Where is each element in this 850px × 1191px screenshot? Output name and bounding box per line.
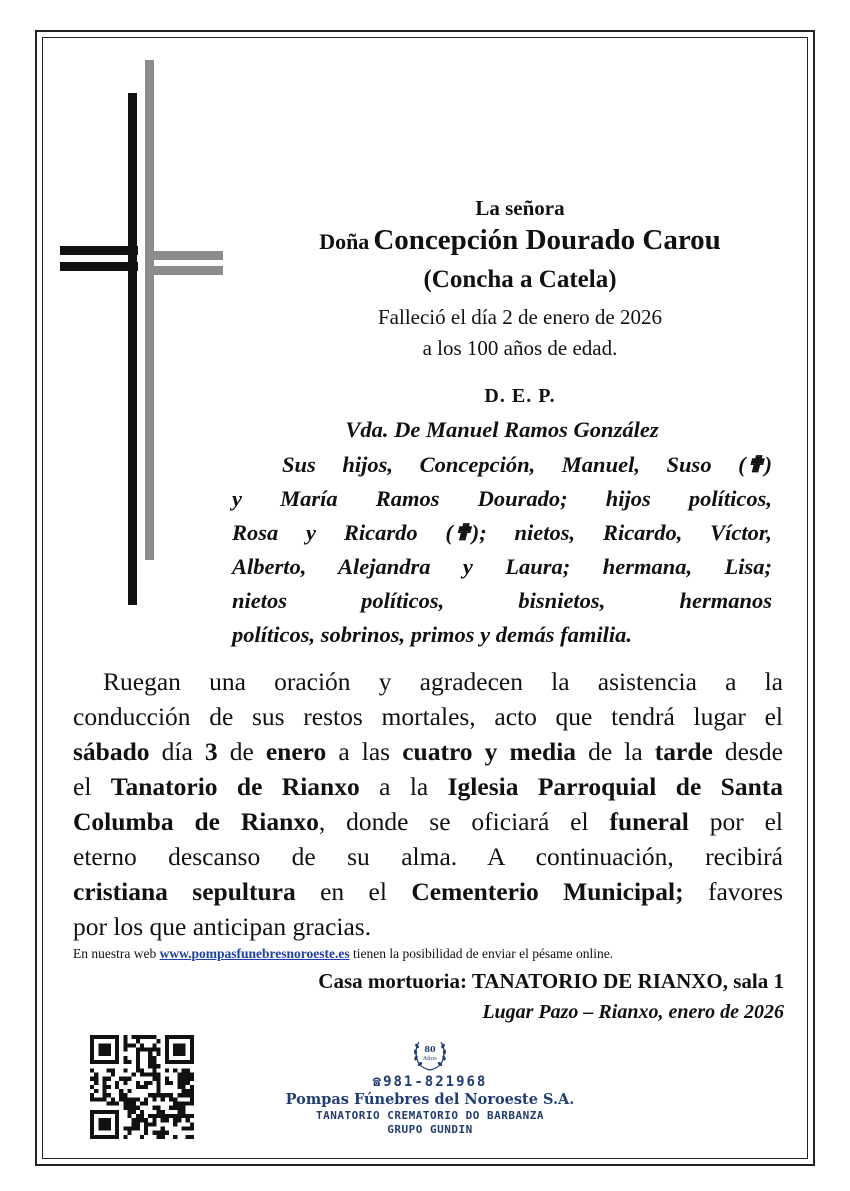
rip-abbreviation: D. E. P. [484,385,556,407]
qr-code[interactable] [90,1035,194,1139]
widow-of: Vda. De Manuel Ramos González [345,417,659,442]
text-fragment: en el [295,877,412,906]
announcement-line: por los que anticipan gracias. [73,912,372,941]
text-fragment: día [149,737,205,766]
month: enero [265,737,327,766]
text-fragment: desde [712,737,783,766]
family-line: Sus hijos, Concepción, Manuel, Suso (✟) [282,452,772,477]
text-fragment: En nuestra web [73,946,160,961]
phone-line[interactable] [280,1074,580,1090]
family-line: y María Ramos Dourado; hijos políticos, [232,486,772,511]
church-name: Columba de Rianxo [73,807,319,836]
place-date: Lugar Pazo – Rianxo, enero de 2026 [482,1001,784,1023]
death-date: Falleció el día 2 de enero de 2026 [378,305,662,329]
date-number: 3 [204,737,218,766]
mortuary-house: Casa mortuoria: TANATORIO DE RIANXO, sala 1 [318,969,784,993]
cross-icon [50,55,240,615]
company-subtitle: TANATORIO CREMATORIO DO BARBANZA [316,1109,544,1122]
family-line: nietos políticos, bisnietos, hermanos [232,588,772,613]
text-fragment: de [217,737,266,766]
company-group: GRUPO GUNDIN [387,1123,473,1136]
funeral-word: funeral [609,807,689,836]
text-fragment: a la [359,772,448,801]
time: cuatro y media [402,737,577,766]
announcement-line [73,734,783,769]
funeral-company [280,1036,580,1136]
text-fragment: de la [576,737,655,766]
telephone-icon: ☎ [372,1074,384,1090]
honorific: Doña [319,229,370,254]
text-fragment: , donde se oficiará el [318,807,610,836]
company-name: Pompas Fúnebres del Noroeste S.A. [285,1091,575,1108]
period: tarde [654,737,713,766]
anniversary-laurel-icon [410,1036,450,1072]
text-fragment: favores [683,877,783,906]
family-line: políticos, sobrinos, primos y demás familia. [232,622,633,647]
funeral-announcement [73,664,783,944]
announcement-line: Ruegan una oración y agradecen la asistencia a la [103,667,783,696]
web-condolence-note [73,946,613,962]
cemetery: Cementerio Municipal; [411,877,684,906]
text-fragment: a las [326,737,403,766]
announcement-line [73,769,783,804]
phone-number: 981-821968 [383,1074,488,1090]
age-at-death: a los 100 años de edad. [422,336,618,360]
family-line: Rosa y Ricardo (✟); nietos, Ricardo, Víctor, [232,520,772,545]
text-fragment: tienen la posibilidad de enviar el pésame online. [349,946,614,961]
origin-place: Tanatorio de Rianxo [110,772,360,801]
text-fragment: el [73,772,111,801]
day: sábado [73,737,150,766]
announcement-line [73,804,783,839]
burial: cristiana sepultura [73,877,296,906]
announcement-line: eterno descanso de su alma. A continuación, recibirá [73,842,783,871]
announcement-line: conducción de sus restos mortales, acto que tendrá lugar el [73,702,783,731]
family-list [232,448,772,652]
text-fragment: por el [688,807,783,836]
deceased-name [250,224,790,257]
title-senora: La señora [475,196,565,220]
church-name: Iglesia Parroquial de Santa [447,772,783,801]
anniversary-word: Años [423,1056,437,1062]
anniversary-number: 80 [424,1044,436,1054]
website-link[interactable]: www.pompasfunebresnoroeste.es [159,946,350,961]
family-line: Alberto, Alejandra y Laura; hermana, Lisa; [232,554,772,579]
nickname: (Concha a Catela) [423,266,617,293]
full-name: Concepción Dourado Carou [373,224,721,256]
announcement-line [73,874,783,909]
